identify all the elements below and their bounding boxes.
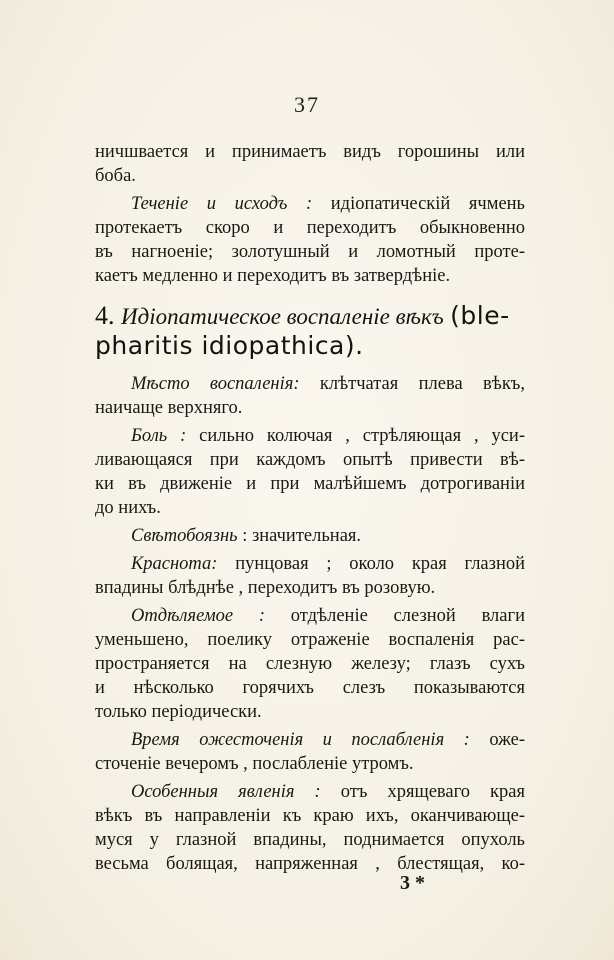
text-line: уменьшено, поелику отраженіе воспаленія рас- [95,630,525,650]
section-text: идіопатическій ячмень [330,194,525,214]
text-line [131,424,525,448]
text-line: ливающаяся при каждомъ опытѣ привести вѣ- [95,450,525,470]
section-label: Краснота: [131,554,218,574]
section-heading [95,300,525,333]
section-text: клѣтчатая плева вѣкъ, [319,374,525,394]
heading-latin-part2: pharitis idiopathica). [95,331,364,360]
heading-russian: Идіопатическое воспаленіе вѣкъ [121,304,444,329]
section-text: отъ хрящеваго края [340,782,525,802]
text-line [131,728,525,752]
section-label: Теченіе и исходъ : [131,194,313,214]
text-line: протекаетъ скоро и переходитъ обыкновенно [95,218,525,238]
text-line: впадины блѣднѣе , переходитъ въ розовую. [95,578,436,598]
text-line: пространяется на слезную железу; глазъ сухъ [95,654,525,674]
text-line: въ нагноеніе; золотушный и ломотный проте- [95,242,525,262]
section-label: Свѣтобоязнь [131,526,238,546]
text-line: только періодически. [95,702,262,722]
text-line [131,552,525,576]
text-line: до нихъ. [95,498,161,518]
section-text: сильно колючая , стрѣляющая , уси- [199,426,525,446]
text-line: муся у глазной впадины, поднимается опухоль [95,830,525,850]
section-text: отдѣленіе слезной влаги [290,606,525,626]
section-heading-continued [95,330,525,362]
section-text: оже- [489,730,526,750]
signature-mark: 3 * [400,872,425,894]
section-text: : значительная. [242,526,362,546]
text-line: наичаще верхняго. [95,398,243,418]
text-line: ки въ движеніе и при малѣйшемъ дотрогиваніи [95,474,525,494]
heading-latin-part1: (ble- [450,301,510,330]
section-label: Отдѣляемое : [131,606,266,626]
heading-number: 4. [95,301,115,330]
section-label: Время ожесточенія и послабленія : [131,730,470,750]
section-text: пунцовая ; около края глазной [235,554,525,574]
text-line: весьма болящая, напряженная , блестящая, ко- [95,854,525,874]
section-label: Боль : [131,426,187,446]
text-line [131,604,525,628]
page-number: 37 [294,92,320,117]
section-label: Особенныя явленія : [131,782,321,802]
text-line [131,524,525,548]
text-line: вѣкъ въ направленіи къ краю ихъ, оканчивающе- [95,806,525,826]
text-line: и нѣсколько горячихъ слезъ показываются [95,678,525,698]
text-line [131,372,525,396]
section-label: Мѣсто воспаленія: [131,374,300,394]
text-line: сточеніе вечеромъ , послабленіе утромъ. [95,754,414,774]
text-line [131,780,525,804]
text-line [131,192,525,216]
text-line: боба. [95,166,136,186]
text-line: ничшвается и принимаетъ видъ горошины или [95,142,525,162]
text-line: каетъ медленно и переходитъ въ затвердѣніе. [95,266,451,286]
